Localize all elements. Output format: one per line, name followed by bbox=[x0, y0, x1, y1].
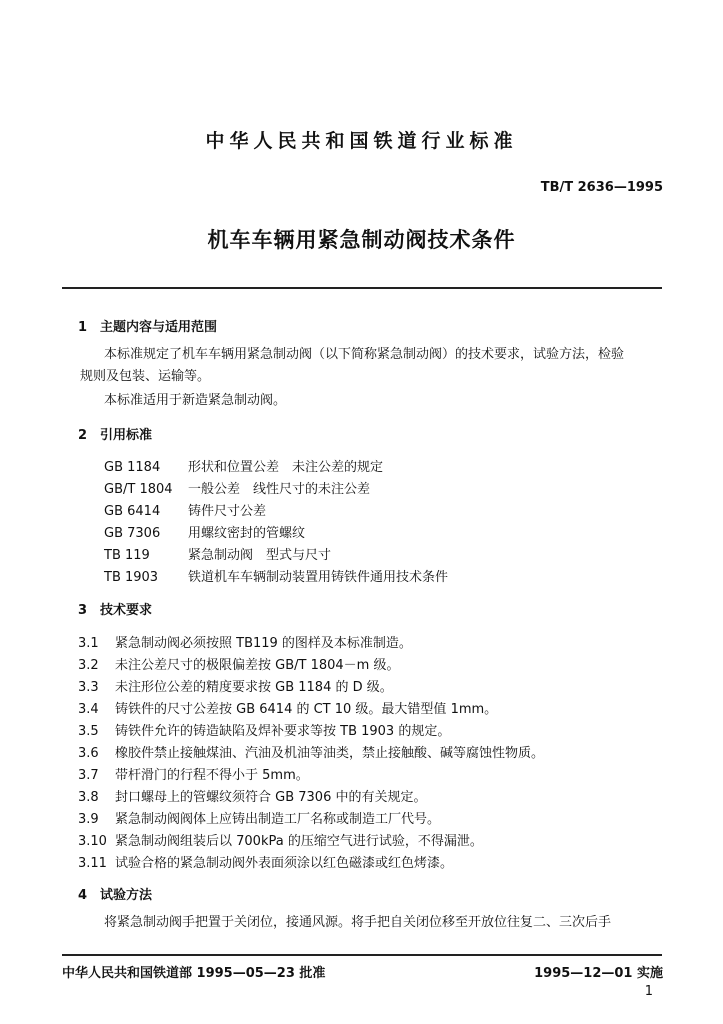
footer-divider bbox=[62, 954, 662, 956]
section-title: 试验方法 bbox=[100, 888, 153, 903]
section-2-heading bbox=[78, 424, 152, 443]
section-number: 3 bbox=[78, 603, 88, 618]
paragraph-line: 本标准规定了机车车辆用紧急制动阀（以下简称紧急制动阀）的技术要求，试验方法，检验 bbox=[104, 347, 625, 362]
section-1-paragraph-2: 本标准适用于新造紧急制动阀。 bbox=[104, 393, 287, 408]
reference-row bbox=[104, 500, 266, 519]
requirement-item bbox=[78, 786, 426, 805]
clause-number: 3.2 bbox=[78, 658, 99, 673]
section-1-heading bbox=[78, 316, 217, 335]
section-number: 4 bbox=[78, 888, 88, 903]
reference-title: 铁道机车车辆制动装置用铸铁件通用技术条件 bbox=[188, 570, 449, 585]
section-title: 引用标准 bbox=[100, 428, 153, 443]
standard-number: TB/T 2636—1995 bbox=[540, 180, 663, 195]
clause-number: 3.6 bbox=[78, 746, 99, 761]
title-divider bbox=[62, 287, 662, 289]
reference-code: TB 1903 bbox=[104, 570, 159, 585]
section-1-paragraph-1 bbox=[80, 344, 660, 388]
clause-text: 带杆滑门的行程不得小于 5mm。 bbox=[115, 768, 309, 783]
reference-code: GB 7306 bbox=[104, 526, 161, 541]
clause-number: 3.8 bbox=[78, 790, 99, 805]
clause-text: 紧急制动阀阀体上应铸出制造工厂名称或制造工厂代号。 bbox=[115, 812, 441, 827]
reference-row bbox=[104, 522, 305, 541]
clause-text: 紧急制动阀组装后以 700kPa 的压缩空气进行试验，不得漏泄。 bbox=[115, 834, 483, 849]
requirement-item bbox=[78, 808, 440, 827]
section-number: 1 bbox=[78, 320, 88, 335]
clause-text: 铸铁件的尺寸公差按 GB 6414 的 CT 10 级。最大错型值 1mm。 bbox=[115, 702, 498, 717]
requirement-item bbox=[78, 742, 544, 761]
reference-row bbox=[104, 456, 383, 475]
section-number: 2 bbox=[78, 428, 88, 443]
reference-code: GB/T 1804 bbox=[104, 482, 173, 497]
reference-row bbox=[104, 566, 448, 585]
section-4-paragraph-1: 将紧急制动阀手把置于关闭位，接通风源。将手把自关闭位移至开放位往复二、三次后手 bbox=[104, 915, 612, 930]
clause-number: 3.9 bbox=[78, 812, 99, 827]
paragraph-line-wrap: 规则及包装、运输等。 bbox=[80, 369, 211, 384]
reference-row bbox=[104, 478, 370, 497]
clause-text: 橡胶件禁止接触煤油、汽油及机油等油类，禁止接触酸、碱等腐蚀性物质。 bbox=[115, 746, 545, 761]
requirement-item bbox=[78, 720, 450, 739]
requirement-item bbox=[78, 764, 309, 783]
section-3-heading bbox=[78, 599, 152, 618]
requirement-item bbox=[78, 830, 483, 849]
clause-number: 3.1 bbox=[78, 636, 99, 651]
reference-title: 铸件尺寸公差 bbox=[188, 504, 267, 519]
reference-title: 紧急制动阀 型式与尺寸 bbox=[188, 548, 332, 563]
reference-code: GB 6414 bbox=[104, 504, 161, 519]
requirement-item bbox=[78, 654, 399, 673]
implementation-date: 1995—12—01 实施 bbox=[534, 966, 663, 981]
clause-number: 3.10 bbox=[78, 834, 107, 849]
section-title: 技术要求 bbox=[100, 603, 153, 618]
reference-title: 一般公差 线性尺寸的未注公差 bbox=[188, 482, 371, 497]
clause-number: 3.3 bbox=[78, 680, 99, 695]
approval-statement: 中华人民共和国铁道部 1995—05—23 批准 bbox=[62, 966, 326, 981]
document-title: 机车车辆用紧急制动阀技术条件 bbox=[207, 228, 516, 252]
clause-text: 未注形位公差的精度要求按 GB 1184 的 D 级。 bbox=[115, 680, 393, 695]
requirement-item bbox=[78, 698, 497, 717]
section-title: 主题内容与适用范围 bbox=[100, 320, 218, 335]
reference-title: 形状和位置公差 未注公差的规定 bbox=[188, 460, 384, 475]
page-number: 1 bbox=[644, 984, 653, 999]
section-4-heading bbox=[78, 884, 152, 903]
reference-code: TB 119 bbox=[104, 548, 150, 563]
clause-text: 封口螺母上的管螺纹须符合 GB 7306 中的有关规定。 bbox=[115, 790, 427, 805]
issuing-authority: 中华人民共和国铁道行业标准 bbox=[205, 130, 518, 152]
requirement-item bbox=[78, 676, 393, 695]
clause-number: 3.11 bbox=[78, 856, 107, 871]
requirement-item bbox=[78, 852, 453, 871]
clause-number: 3.4 bbox=[78, 702, 99, 717]
reference-title: 用螺纹密封的管螺纹 bbox=[188, 526, 306, 541]
clause-text: 紧急制动阀必须按照 TB119 的图样及本标准制造。 bbox=[115, 636, 412, 651]
clause-text: 未注公差尺寸的极限偏差按 GB/T 1804－m 级。 bbox=[115, 658, 400, 673]
reference-row bbox=[104, 544, 331, 563]
clause-number: 3.5 bbox=[78, 724, 99, 739]
clause-text: 铸铁件允许的铸造缺陷及焊补要求等按 TB 1903 的规定。 bbox=[115, 724, 451, 739]
requirement-item bbox=[78, 632, 412, 651]
clause-text: 试验合格的紧急制动阀外表面须涂以红色磁漆或红色烤漆。 bbox=[115, 856, 454, 871]
reference-code: GB 1184 bbox=[104, 460, 161, 475]
clause-number: 3.7 bbox=[78, 768, 99, 783]
